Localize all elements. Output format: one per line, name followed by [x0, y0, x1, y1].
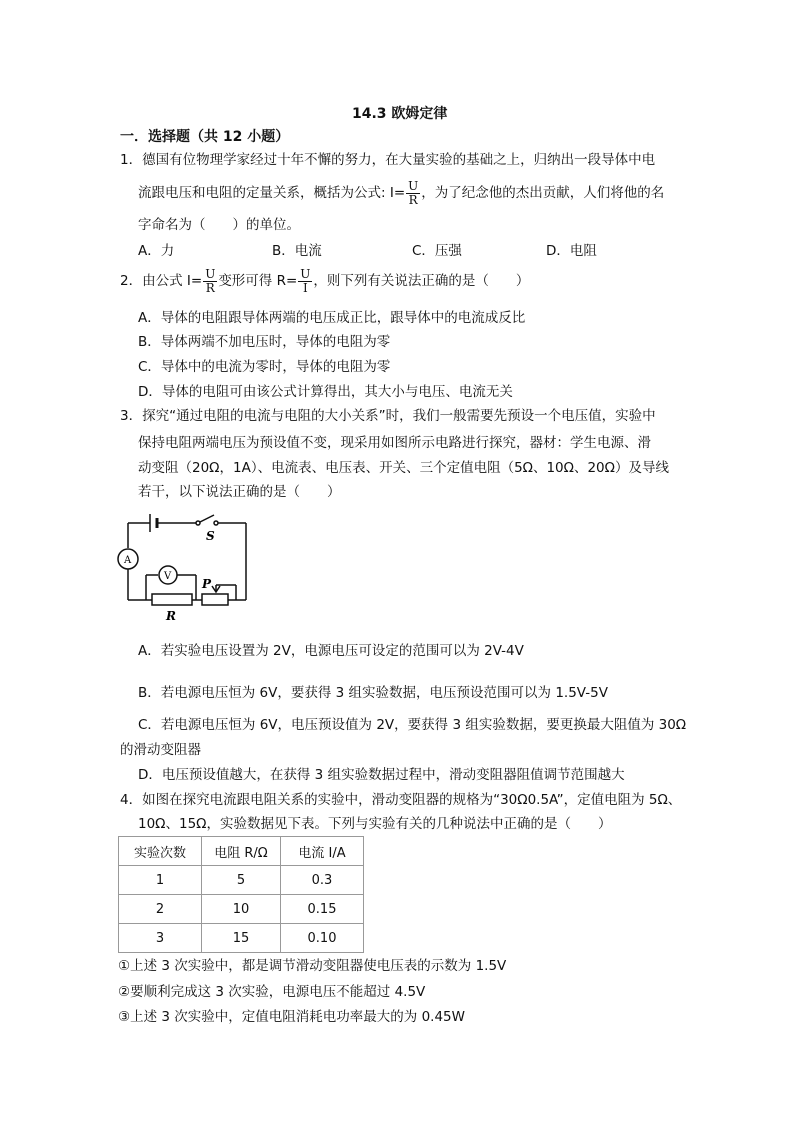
rheostat: [202, 594, 228, 605]
switch-contact-right: [214, 521, 218, 525]
q2-frac1-denominator: R: [205, 280, 215, 295]
table-row: [119, 924, 364, 953]
page-title: 14.3 欧姆定律: [352, 106, 448, 122]
q2-stem-pre: 2．由公式 I=: [120, 273, 203, 289]
ammeter-label: A: [124, 555, 132, 566]
q4-statement-2: ②要顺利完成这 3 次实验，电源电压不能超过 4.5V: [118, 984, 426, 1000]
table-header-cell: 实验次数: [119, 837, 202, 866]
q2-fraction-2: [298, 268, 312, 295]
voltmeter-label: V: [164, 571, 172, 582]
q3-line-2: 保持电阻两端电压为预设值不变，现采用如图所示电路进行探究，器材：学生电源、滑: [138, 435, 651, 451]
table-row: [119, 895, 364, 924]
q4-statement-1: ①上述 3 次实验中，都是调节滑动变阻器使电压表的示数为 1.5V: [118, 958, 507, 974]
table-header-row: [119, 837, 364, 866]
q1-line-1: 1．德国有位物理学家经过十年不懈的努力，在大量实验的基础之上，归纳出一段导体中电: [120, 152, 656, 168]
q3-option-c-line-1: C．若电源电压恒为 6V，电压预设值为 2V，要获得 3 组实验数据，要更换最大阻值为 30Ω: [138, 717, 687, 733]
table-cell: 1: [119, 866, 202, 895]
q2-stem: [120, 266, 529, 296]
table-cell: 15: [202, 924, 281, 953]
table-cell: 2: [119, 895, 202, 924]
q1-line-2-post: ，为了纪念他的杰出贡献，人们将他的名: [421, 185, 665, 201]
q2-stem-mid: 变形可得 R=: [218, 273, 298, 289]
experiment-data-table: [118, 836, 364, 953]
q3-option-d: D．电压预设值越大，在获得 3 组实验数据过程中，滑动变阻器阻值调节范围越大: [138, 767, 625, 783]
table-cell: 0.10: [281, 924, 364, 953]
q2-option-d: D．导体的电阻可由该公式计算得出，其大小与电压、电流无关: [138, 384, 513, 400]
q1-frac-denominator: R: [408, 192, 418, 207]
q2-option-c: C．导体中的电流为零时，导体的电阻为零: [138, 359, 391, 375]
resistor-label: R: [166, 609, 176, 623]
resistor-r: [152, 594, 192, 605]
table-cell: 10: [202, 895, 281, 924]
q1-formula-fraction: [406, 180, 420, 207]
q1-option-b: B．电流: [272, 243, 322, 259]
q1-option-c: C．压强: [412, 243, 462, 259]
table-row: [119, 866, 364, 895]
q2-stem-post: ，则下列有关说法正确的是（ ）: [313, 273, 530, 289]
q2-fraction-1: [203, 268, 217, 295]
q3-line-4: 若干，以下说法正确的是（ ）: [138, 484, 341, 500]
q3-option-c-line-2: 的滑动变阻器: [120, 742, 201, 758]
q2-option-b: B．导体两端不加电压时，导体的电阻为零: [138, 334, 391, 350]
q3-option-b: B．若电源电压恒为 6V，要获得 3 组实验数据，电压预设范围可以为 1.5V-5V: [138, 685, 608, 701]
section-heading: 一．选择题（共 12 小题）: [120, 129, 290, 145]
table-cell: 0.3: [281, 866, 364, 895]
q4-line-2: 10Ω、15Ω，实验数据见下表。下列与实验有关的几种说法中正确的是（ ）: [138, 816, 612, 832]
circuit-diagram: [112, 508, 257, 623]
q1-line-3: 字命名为（ ）的单位。: [138, 217, 300, 233]
slider-label: P: [202, 577, 212, 591]
switch-label: S: [206, 529, 215, 543]
q1-option-d: D．电阻: [546, 243, 597, 259]
table-cell: 0.15: [281, 895, 364, 924]
switch-contact-left: [196, 521, 200, 525]
q4-statement-3: ③上述 3 次实验中，定值电阻消耗电功率最大的为 0.45W: [118, 1009, 465, 1025]
q4-line-1: 4．如图在探究电流跟电阻关系的实验中，滑动变阻器的规格为“30Ω0.5A”，定值电阻为 5Ω、: [120, 792, 682, 808]
q3-option-a: A．若实验电压设置为 2V，电源电压可设定的范围可以为 2V-4V: [138, 643, 524, 659]
q2-frac2-numerator: U: [300, 266, 311, 281]
q3-line-1: 3．探究“通过电阻的电流与电阻的大小关系”时，我们一般需要先预设一个电压值，实验中: [120, 408, 656, 424]
q3-line-3: 动变阻（20Ω，1A）、电流表、电压表、开关、三个定值电阻（5Ω、10Ω、20Ω）及导线: [138, 460, 669, 476]
q1-line-2-pre: 流跟电压和电阻的定量关系，概括为公式: I=: [138, 185, 406, 201]
q1-line-2: [138, 178, 664, 208]
q1-option-a: A．力: [138, 243, 175, 259]
q2-frac2-denominator: I: [302, 280, 308, 295]
table-cell: 3: [119, 924, 202, 953]
q1-frac-numerator: U: [408, 178, 419, 193]
table-header-cell: 电阻 R/Ω: [202, 837, 281, 866]
switch-blade: [200, 515, 214, 522]
q2-option-a: A．导体的电阻跟导体两端的电压成正比，跟导体中的电流成反比: [138, 310, 526, 326]
table-header-cell: 电流 I/A: [281, 837, 364, 866]
table-cell: 5: [202, 866, 281, 895]
q2-frac1-numerator: U: [205, 266, 216, 281]
